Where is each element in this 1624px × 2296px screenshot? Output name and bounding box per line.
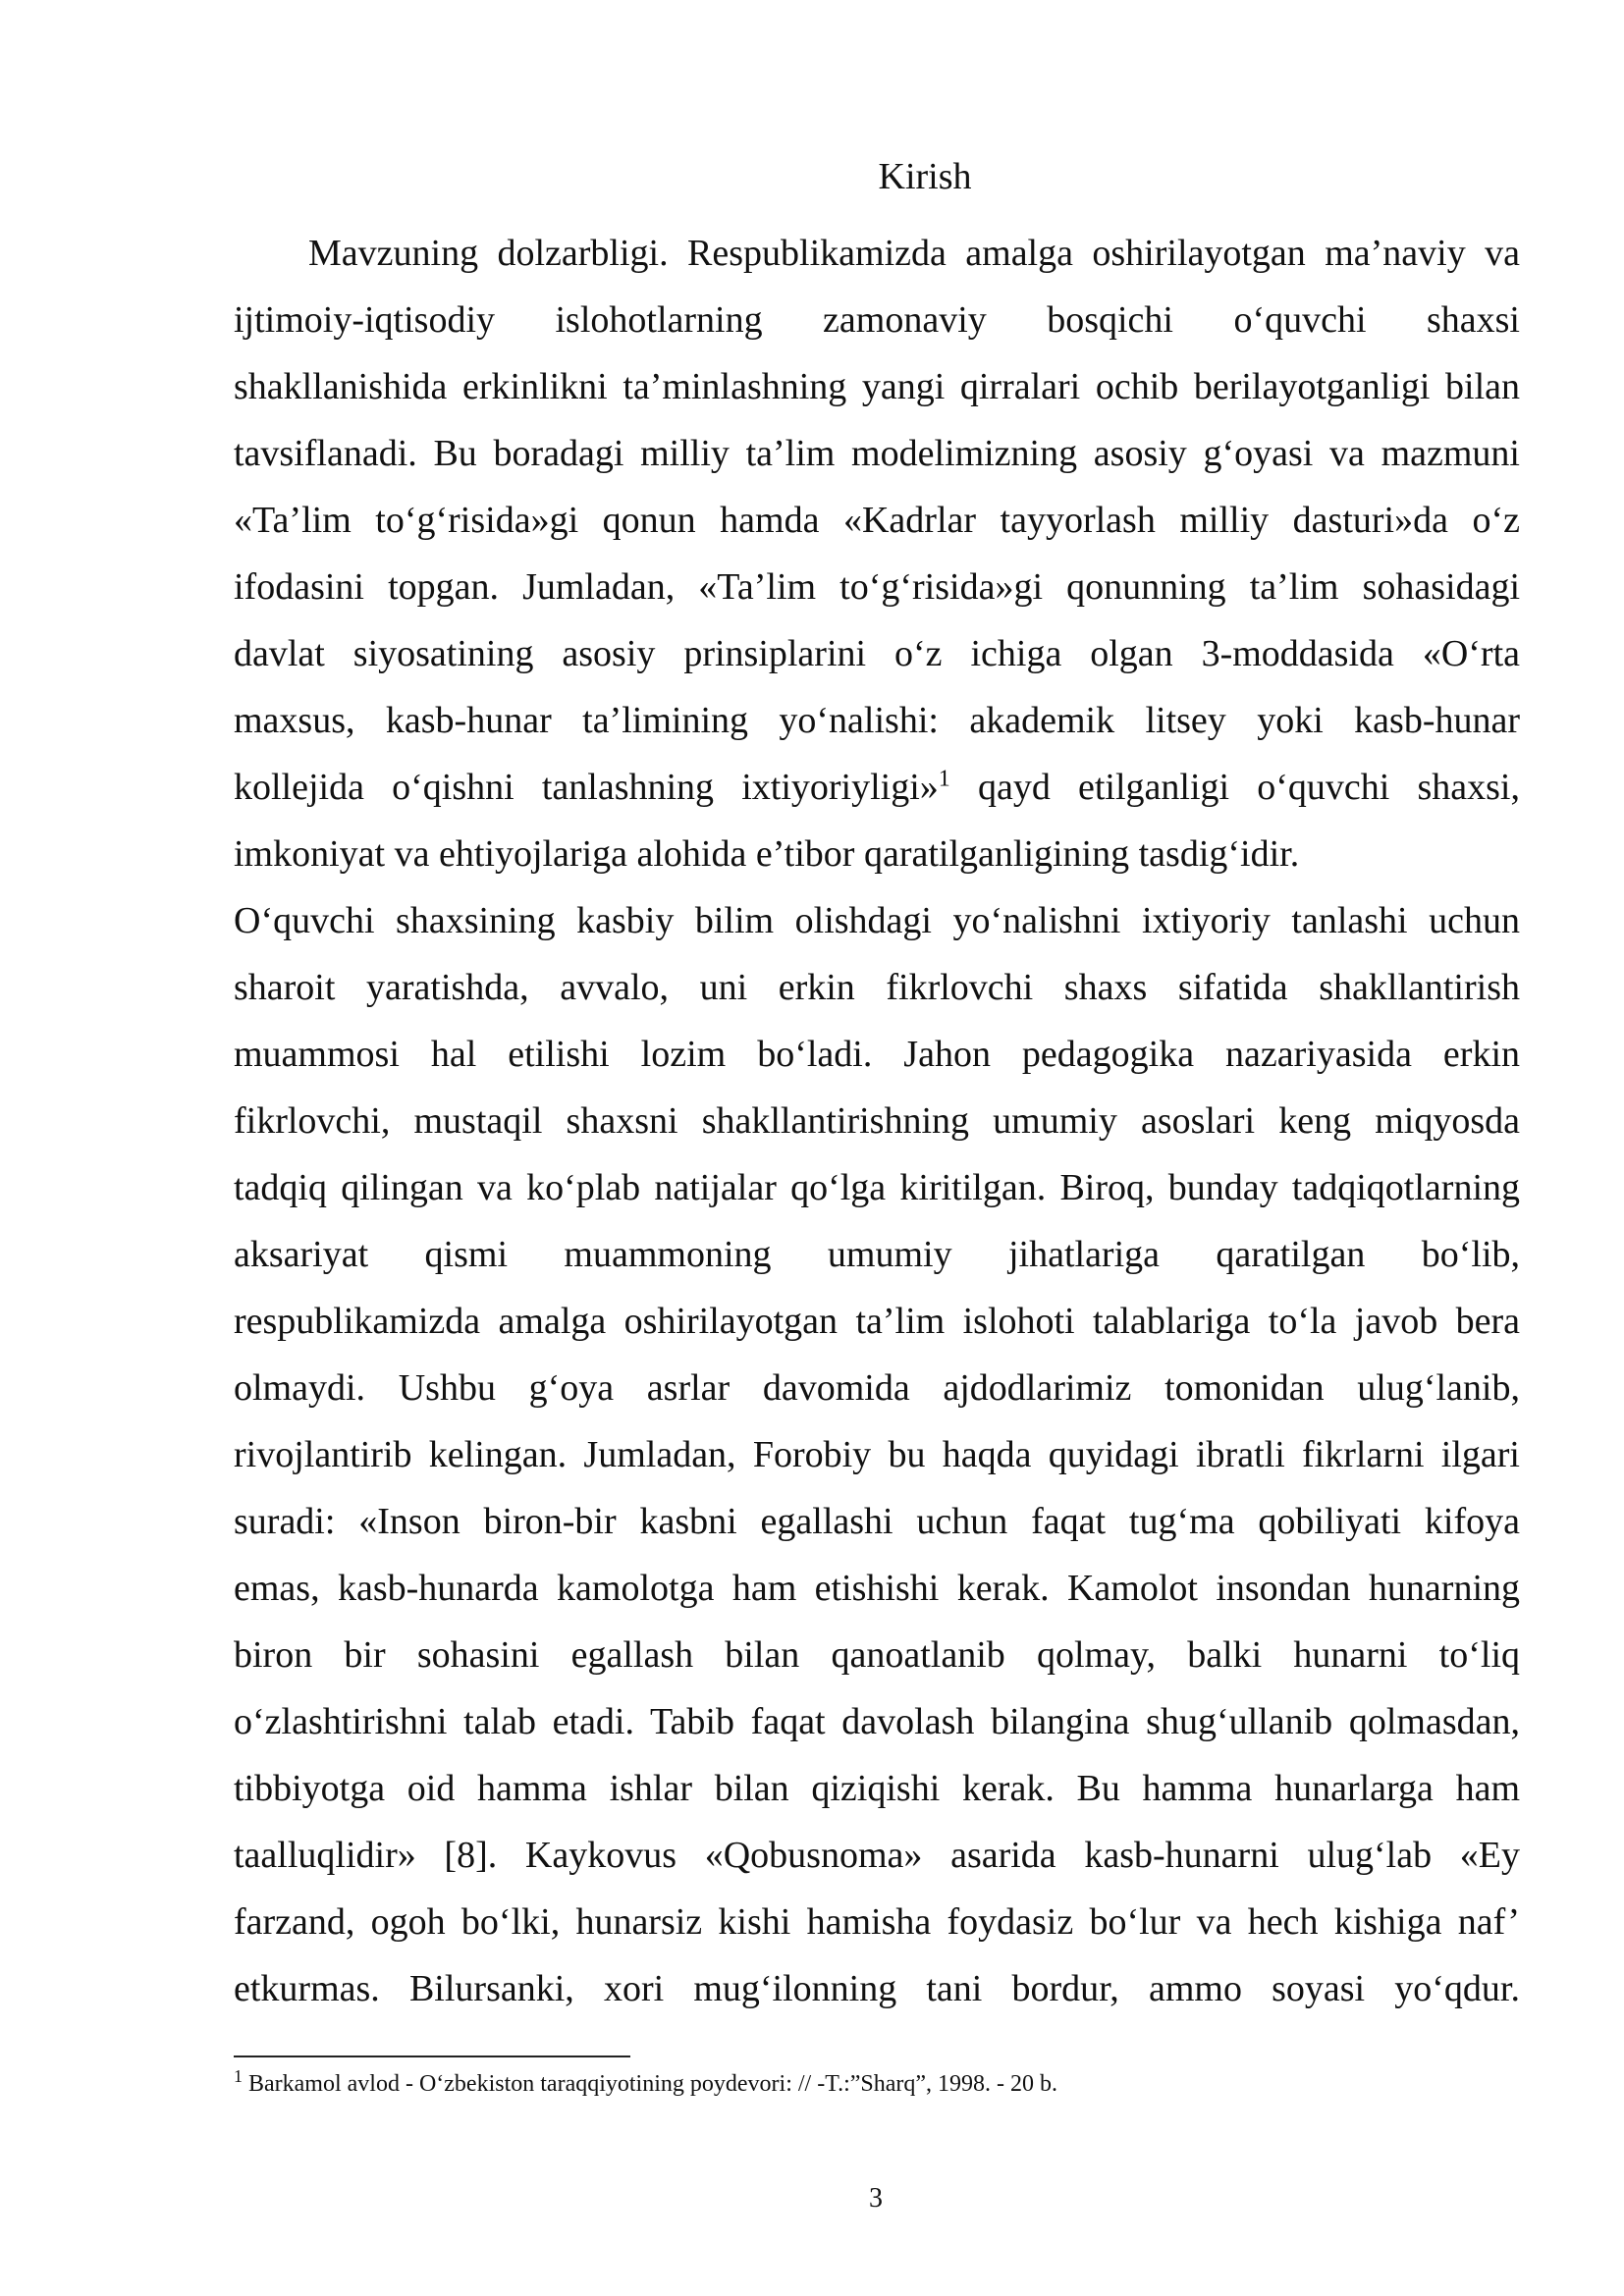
- text-line: davlat siyosatining asosiy prinsiplarini o‘z ichiga olgan 3-moddasida «O‘rta: [234, 633, 1520, 674]
- footnote-number: 1: [234, 2066, 243, 2086]
- footnote-text: Barkamol avlod - O‘zbekiston taraqqiyotining poydevori: // -T.:”Sharq”, 1998. - 20 b.: [248, 2071, 1058, 2097]
- text-line: olmaydi. Ushbu g‘oya asrlar davomida ajdodlarimiz tomonidan ulug‘lanib,: [234, 1367, 1520, 1409]
- text-line: biron bir sohasini egallash bilan qanoatlanib qolmay, balki hunarni to‘liq: [234, 1634, 1520, 1676]
- text-line: O‘quvchi shaxsining kasbiy bilim olishdagi yo‘nalishni ixtiyoriy tanlashi uchun: [234, 900, 1520, 941]
- text-line: emas, kasb-hunarda kamolotga ham etishishi kerak. Kamolot insondan hunarning: [234, 1568, 1520, 1609]
- footnote-divider: [234, 2056, 630, 2057]
- text-line: muammosi hal etilishi lozim bo‘ladi. Jahon pedagogika nazariyasida erkin: [234, 1034, 1520, 1075]
- text-segment: kollejida o‘qishni tanlashning ixtiyoriyligi»: [234, 767, 939, 808]
- page-number: 3: [869, 2183, 883, 2214]
- text-line: ijtimoiy-iqtisodiy islohotlarning zamonaviy bosqichi o‘quvchi shaxsi: [234, 299, 1520, 341]
- text-line: etkurmas. Bilursanki, xori mug‘ilonning tani bordur, ammo soyasi yo‘qdur.: [234, 1968, 1520, 2009]
- text-line: sharoit yaratishda, avvalo, uni erkin fikrlovchi shaxs sifatida shakllantirish: [234, 967, 1520, 1008]
- text-line: aksariyat qismi muammoning umumiy jihatlariga qaratilgan bo‘lib,: [234, 1234, 1520, 1275]
- text-line: fikrlovchi, mustaqil shaxsni shakllantirishning umumiy asoslari keng miqyosda: [234, 1100, 1520, 1142]
- text-line: taalluqlidir» [8]. Kaykovus «Qobusnoma» asarida kasb-hunarni ulug‘lab «Ey: [234, 1835, 1520, 1876]
- text-line: tibbiyotga oid hamma ishlar bilan qiziqishi kerak. Bu hamma hunarlarga ham: [234, 1768, 1520, 1809]
- text-line: o‘zlashtirishni talab etadi. Tabib faqat davolash bilangina shug‘ullanib qolmasdan,: [234, 1701, 1520, 1742]
- text-line: imkoniyat va ehtiyojlariga alohida e’tibor qaratilganligining tasdig‘idir.: [234, 833, 1300, 875]
- text-line: Mavzuning dolzarbligi. Respublikamizda amalga oshirilayotgan ma’naviy va: [308, 233, 1520, 274]
- text-line-with-footnote: [234, 754, 1520, 821]
- page-title: Kirish: [878, 156, 972, 197]
- text-line: tavsiflanadi. Bu boradagi milliy ta’lim modelimizning asosiy g‘oyasi va mazmuni: [234, 433, 1520, 474]
- text-line: «Ta’lim to‘g‘risida»gi qonun hamda «Kadrlar tayyorlash milliy dasturi»da o‘z: [234, 500, 1520, 541]
- text-line: ifodasini topgan. Jumladan, «Ta’lim to‘g‘risida»gi qonunning ta’lim sohasidagi: [234, 566, 1520, 608]
- body-text: [234, 220, 1520, 2022]
- text-segment: qayd etilganligi o‘quvchi shaxsi,: [949, 767, 1520, 808]
- text-line: suradi: «Inson biron-bir kasbni egallashi uchun faqat tug‘ma qobiliyati kifoya: [234, 1501, 1520, 1542]
- text-line: maxsus, kasb-hunar ta’limining yo‘nalishi: akademik litsey yoki kasb-hunar: [234, 700, 1520, 741]
- text-line: tadqiq qilingan va ko‘plab natijalar qo‘lga kiritilgan. Biroq, bunday tadqiqotlarning: [234, 1167, 1520, 1208]
- text-line: rivojlantirib kelingan. Jumladan, Forobiy bu haqda quyidagi ibratli fikrlarni ilgari: [234, 1434, 1520, 1475]
- footnote: [234, 2067, 1520, 2101]
- text-line: shakllanishida erkinlikni ta’minlashning yangi qirralari ochib berilayotganligi bilan: [234, 366, 1520, 407]
- text-line: farzand, ogoh bo‘lki, hunarsiz kishi hamisha foydasiz bo‘lur va hech kishiga naf’: [234, 1901, 1520, 1943]
- text-line: respublikamizda amalga oshirilayotgan ta’lim islohoti talablariga to‘la javob bera: [234, 1301, 1520, 1342]
- footnote-reference[interactable]: 1: [938, 766, 950, 792]
